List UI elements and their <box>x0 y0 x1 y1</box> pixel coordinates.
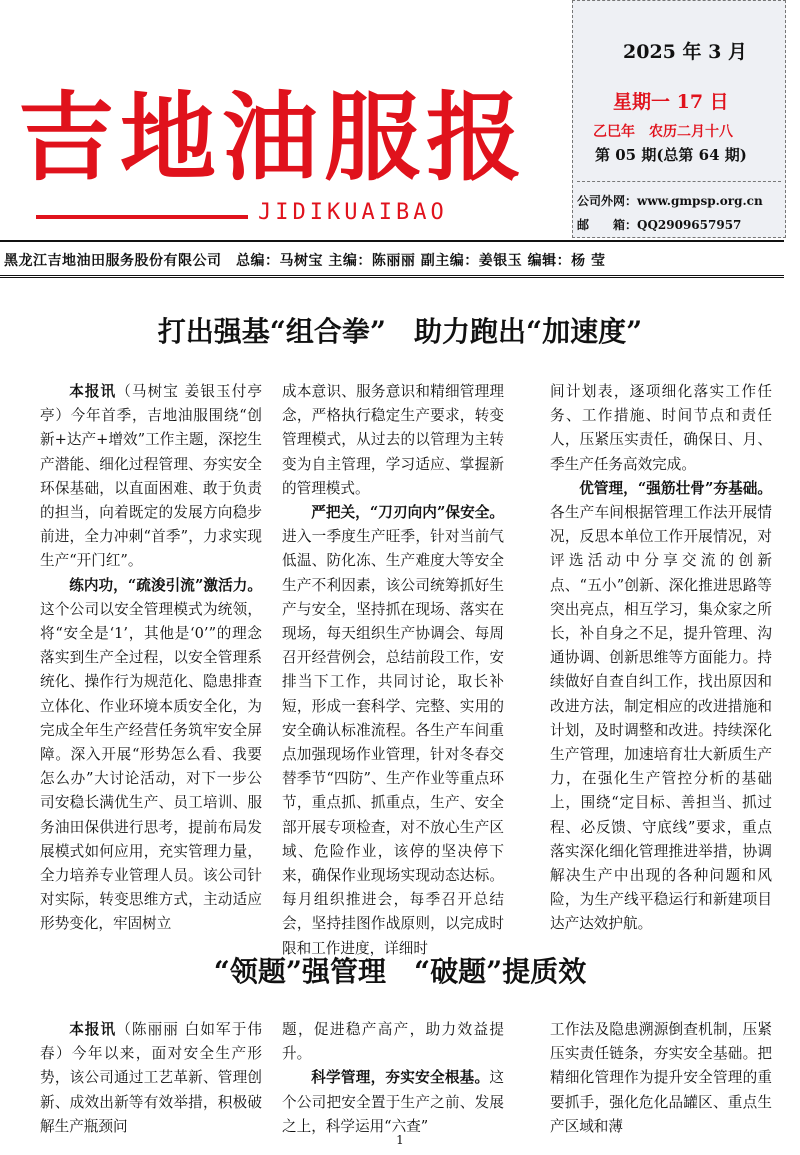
article2-paragraph <box>550 1018 772 1139</box>
article1-column-1 <box>40 380 262 937</box>
paragraph-text: （陈丽丽 白如军于伟春）今年以来，面对安全生产形势，该公司通过工艺革新、管理创新、成效出新等有效举措，积极破解生产瓶颈问 <box>40 1021 262 1135</box>
article1-column-3 <box>550 380 772 937</box>
company-email: 邮 箱：QQ2909657957 <box>577 218 742 232</box>
issue-lunar-date: 乙巳年 农历二月十八 <box>593 124 733 140</box>
paragraph-text: （马树宝 姜银玉付亭亭）今年首季，吉地油服围绕“创新+达产+增效”工作主题，深挖生产潜能、细化过程管理、夯实安全环保基础，以直面困难、敢于负责的担当，向着既定的发展方向稳步前进，全力冲刺“首季”，力求实现生产“开门红”。 <box>40 383 262 570</box>
title-rule <box>36 215 248 219</box>
issue-weekday: 星期一 17 日 <box>613 91 729 113</box>
subheading: 严把关，“刀刃向内”保安全。 <box>311 504 504 522</box>
article1-column-2 <box>282 380 504 961</box>
paragraph-text: 各生产车间根据管理工作法开展情况，反思本单位工作开展情况，对评选活动中分享交流的创新点、“五小”创新、深化推进思路等突出亮点，相互学习，集众家之所长，补自身之不足，提升管理、沟通协调、创新思维等方面能力。持续做好自查自纠工作，找出原因和改进方法，制定相应的改进措施和计划，及时调整和改进。持续深化生产管理，加速培育壮大新质生产力，在强化生产管控分析的基础上，围绕“定目标、善担当、抓过程、必反馈、守底线”要求，重点落实深化细化管理推进举措，协调解决生产中出现的各种问题和风险，为生产线平稳运行和新建项目达产达效护航。 <box>550 504 772 933</box>
article2-column-1 <box>40 1018 262 1139</box>
article1-headline: 打出强基“组合拳” 助力跑出“加速度” <box>157 315 643 348</box>
paragraph-text: 间计划表，逐项细化落实工作任务、工作措施、时间节点和责任人，压紧压实责任，确保日、月、季生产任务高效完成。 <box>550 383 772 473</box>
article1-paragraph <box>282 501 504 961</box>
article2-paragraph <box>282 1018 504 1066</box>
paragraph-text: 这个公司把安全置于生产之前、发展之上，科学运用“六查” <box>282 1069 504 1135</box>
article2-column-3 <box>550 1018 772 1139</box>
issue-year-month: 2025 年 3 月 <box>623 41 747 63</box>
article1-paragraph <box>282 380 504 501</box>
lead-label: 本报讯 <box>69 383 117 400</box>
paragraph-text: 工作法及隐患溯源倒查机制，压紧压实责任链条，夯实安全基础。把精细化管理作为提升安全管理的重要抓手，强化危化品罐区、重点生产区域和薄 <box>550 1021 772 1135</box>
infobox-divider <box>577 181 781 182</box>
article1-paragraph <box>550 477 772 937</box>
article2-paragraph <box>40 1018 262 1139</box>
newspaper-pinyin: JIDIKUAIBAO <box>258 200 448 225</box>
subheading: 科学管理，夯实安全根基。 <box>311 1069 490 1087</box>
issue-info-box <box>572 0 786 238</box>
paragraph-text: 进入一季度生产旺季，针对当前气低温、防化冻、生产难度大等安全生产不利因素，该公司统筹抓好生产与安全，坚持抓在现场、落实在现场，每天组织生产协调会、每周召开经营例会，总结前段工作，安排当下工作，共同讨论，取长补短，形成一套科学、完整、实用的安全确认标准流程。各生产车间重点加强现场作业管理，针对冬春交替季节“四防”、生产作业等重点环节，重点抓、抓重点，生产、安全部开展专项检查，对不放心生产区域、危险作业，该停的坚决停下来，确保作业现场实现动态达标。每月组织推进会，每季召开总结会，坚持挂图作战原则，以完成时限和工作进度，详细时 <box>282 528 504 957</box>
subheading: 优管理，“强筋壮骨”夯基础。 <box>579 479 772 497</box>
article1-paragraph <box>550 380 772 477</box>
newspaper-title: 吉地油服报 <box>18 81 528 194</box>
paragraph-text: 这个公司以安全管理模式为统领，将“安全是‘1’，其他是‘0’”的理念落实到生产全过程，以安全管理系统化、操作行为规范化、隐患排查立体化、作业环境本质安全化，为完成全年生产经营任务筑牢安全屏障。深入开展“形势怎么看、我要怎么办”大讨论活动，对下一步公司安稳长满优生产、员工培训、服务油田保供进行思考，提前布局发展模式如何应用，充实管理力量，全力培养专业管理人员。该公司针对实际，转变思维方式，主动适应形势变化，牢固树立 <box>40 600 262 933</box>
paragraph-text: 题，促进稳产高产，助力效益提升。 <box>282 1021 504 1063</box>
lead-label: 本报讯 <box>69 1021 117 1038</box>
company-website: 公司外网：www.gmpsp.org.cn <box>577 194 763 208</box>
article1-paragraph <box>40 380 262 574</box>
page-number: 1 <box>396 1133 404 1147</box>
credits-bar: 黑龙江吉地油田服务股份有限公司 总编：马树宝 主编：陈丽丽 副主编：姜银玉 编辑：杨 莹 <box>0 240 784 278</box>
article2-column-2 <box>282 1018 504 1139</box>
article2-paragraph <box>282 1066 504 1139</box>
article2-headline: “领题”强管理 “破题”提质效 <box>213 955 587 988</box>
issue-number: 第 05 期(总第 64 期) <box>595 146 747 164</box>
article1-paragraph <box>40 574 262 937</box>
paragraph-text: 成本意识、服务意识和精细管理理念，严格执行稳定生产要求，转变管理模式，从过去的以管理为主转变为自主管理，学习适应、掌握新的管理模式。 <box>282 383 504 497</box>
subheading: 练内功，“疏浚引流”激活力。 <box>69 576 262 594</box>
